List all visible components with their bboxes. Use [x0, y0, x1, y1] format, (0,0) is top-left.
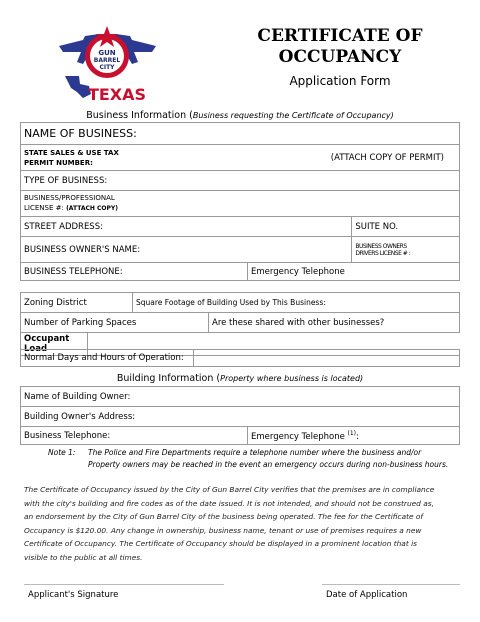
- zoning-district-label: Zoning District: [24, 297, 87, 308]
- zoning-table: [20, 292, 460, 313]
- disclaimer-line: Occupancy is $120.00. Any change in ownership, business name, tenant or use of premises requires a new: [24, 525, 422, 535]
- hours-label: Normal Days and Hours of Operation:: [24, 353, 184, 363]
- applicant-signature-label: Applicant's Signature: [28, 590, 119, 600]
- page-subtitle: Application Form: [289, 74, 391, 88]
- title-line1: CERTIFICATE OF: [257, 26, 423, 46]
- building-phone-label: Business Telephone:: [24, 430, 111, 441]
- title-line2: OCCUPANCY: [278, 47, 402, 67]
- square-footage-label: Square Footage of Building Used by This Business:: [136, 298, 326, 307]
- logo-city-line2: BARREL: [93, 57, 121, 64]
- building-phone-field[interactable]: [21, 427, 248, 445]
- shared-parking-label: Are these shared with other businesses?: [212, 317, 385, 328]
- parking-spaces-label: Number of Parking Spaces: [24, 317, 137, 328]
- business-heading-text: Business Information (: [86, 110, 193, 121]
- disclaimer-line: visible to the public at all times.: [24, 552, 143, 562]
- parking-table: [20, 312, 460, 333]
- application-date-line[interactable]: [322, 584, 460, 585]
- building-owner-field[interactable]: [21, 387, 460, 407]
- license-label-1: BUSINESS/PROFESSIONAL: [24, 194, 115, 202]
- business-phone-field[interactable]: [21, 263, 248, 281]
- note-line1: The Police and Fire Departments require a telephone number where the business and/or: [88, 448, 422, 457]
- tax-attach-note: (ATTACH COPY OF PERMIT): [330, 152, 444, 163]
- application-date-label: Date of Application: [326, 590, 408, 600]
- business-section-heading: [20, 110, 460, 121]
- building-emergency-suffix: :: [356, 431, 359, 442]
- note-line2: Property owners may be reached in the event an emergency occurs during non-business hours.: [88, 460, 449, 469]
- parking-spaces-field[interactable]: [21, 313, 209, 333]
- page-title: [220, 26, 460, 68]
- hours-table: [20, 349, 460, 367]
- applicant-signature-line[interactable]: [24, 584, 224, 585]
- business-type-label: TYPE OF BUSINESS:: [24, 175, 108, 186]
- hours-field[interactable]: [21, 350, 194, 367]
- drivers-label-1: BUSINESS OWNERS: [355, 242, 407, 250]
- building-heading-text: Building Information (: [116, 373, 221, 384]
- note-label: Note 1:: [48, 448, 76, 457]
- emergency-phone-field[interactable]: [248, 263, 460, 281]
- disclaimer-line: an endorsement by the City of Gun Barrel City of the business being operated. The fee for the Certificate of: [24, 512, 424, 521]
- note-block: [48, 447, 468, 471]
- license-label-2: LICENSE #:: [24, 204, 64, 212]
- drivers-label-2: DRIVERS LICENSE # :: [355, 249, 411, 257]
- tax-label-1: STATE SALES & USE TAX: [24, 148, 119, 157]
- disclaimer-line: Certificate of Occupancy. The Certificate of Occupancy should be displayed in a prominent location that is: [24, 539, 417, 548]
- business-type-field[interactable]: [21, 171, 460, 191]
- owner-name-label: BUSINESS OWNER'S NAME:: [24, 244, 141, 255]
- shared-parking-field[interactable]: [209, 313, 460, 333]
- certificate-disclaimer: [24, 483, 460, 564]
- suite-field[interactable]: [352, 217, 460, 237]
- business-heading-note: Business requesting the Certificate of Occupancy): [192, 111, 394, 120]
- building-emergency-label: Emergency Telephone: [251, 431, 345, 442]
- suite-label: SUITE NO.: [355, 221, 399, 232]
- drivers-license-field[interactable]: [352, 237, 460, 263]
- logo-city-line3: CITY: [99, 64, 115, 71]
- building-owner-address-field[interactable]: [21, 407, 460, 427]
- building-section-heading: [20, 373, 460, 384]
- business-phone-label: BUSINESS TELEPHONE:: [24, 266, 123, 277]
- tax-permit-field[interactable]: [21, 145, 460, 171]
- logo-state: TEXAS: [87, 85, 147, 104]
- owner-name-field[interactable]: [21, 237, 352, 263]
- city-logo: [55, 24, 160, 106]
- business-name-label: NAME OF BUSINESS:: [24, 127, 137, 140]
- square-footage-field[interactable]: [133, 293, 460, 313]
- street-address-field[interactable]: [21, 217, 352, 237]
- disclaimer-line: with the city's building and fire codes as of the date issued. It is not intended, and should not be construed as,: [24, 498, 434, 508]
- street-address-label: STREET ADDRESS:: [24, 221, 103, 232]
- zoning-district-field[interactable]: [21, 293, 133, 313]
- occupant-load-label: Occupant Load: [24, 334, 70, 354]
- building-owner-label: Name of Building Owner:: [24, 391, 131, 402]
- building-emergency-field[interactable]: [248, 427, 460, 445]
- emergency-phone-label: Emergency Telephone: [251, 266, 345, 277]
- disclaimer-line: The Certificate of Occupancy issued by the City of Gun Barrel City verifies that the premises are in compliance: [24, 485, 435, 494]
- building-owner-address-label: Building Owner's Address:: [24, 411, 136, 422]
- tax-label-2: PERMIT NUMBER:: [24, 158, 93, 167]
- license-attach: (ATTACH COPY): [66, 205, 118, 212]
- building-info-table: [20, 386, 460, 445]
- building-emergency-sup: (1): [347, 429, 357, 437]
- business-name-field[interactable]: [21, 123, 460, 145]
- building-heading-note: Property where business is located): [220, 374, 364, 383]
- logo-city-line1: GUN: [98, 49, 116, 57]
- business-info-table: [20, 122, 460, 281]
- license-field[interactable]: [21, 191, 460, 217]
